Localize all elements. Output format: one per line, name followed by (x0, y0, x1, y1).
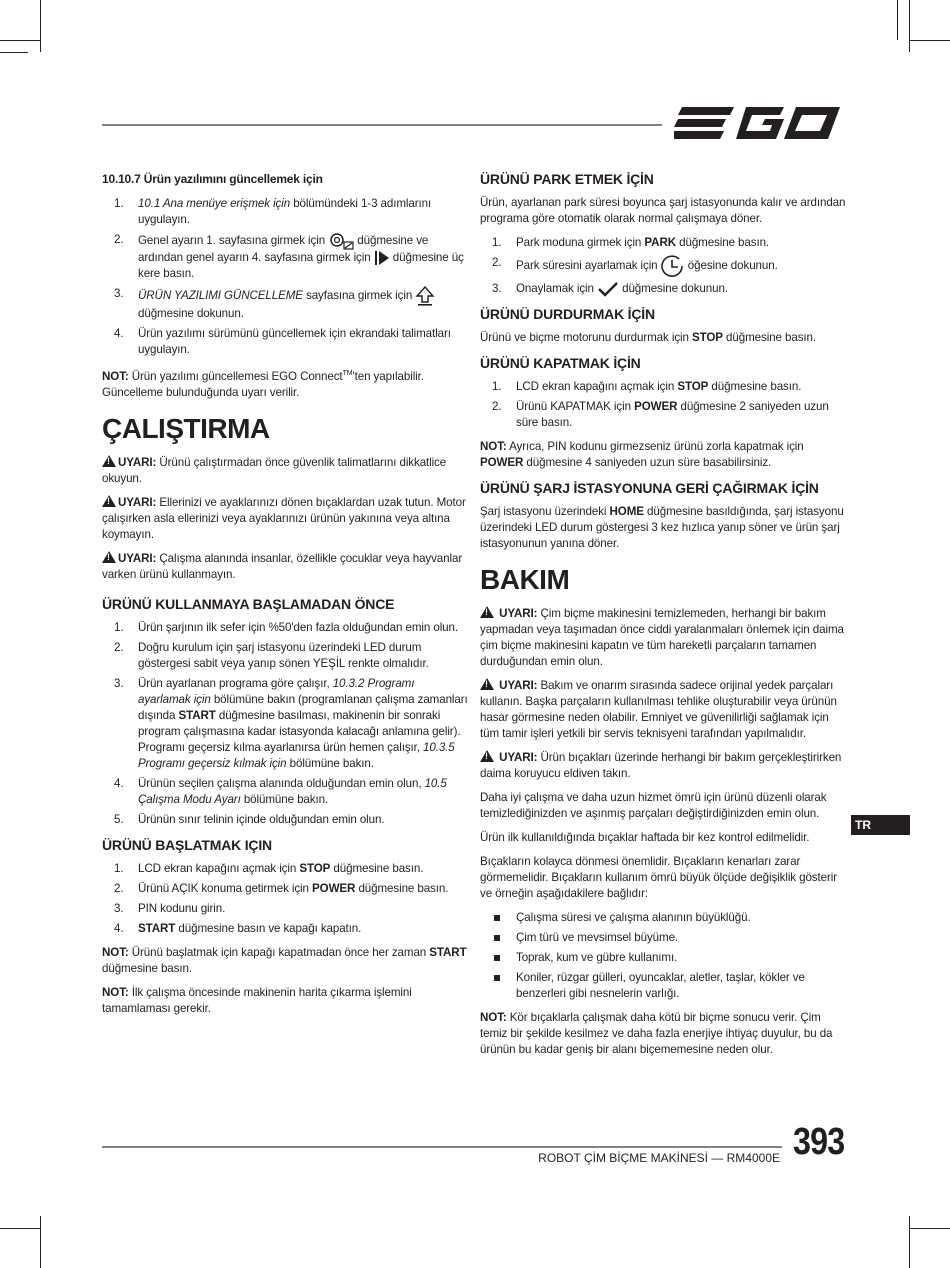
item-text: Ürünü AÇIK konuma getirmek için (138, 881, 313, 895)
note-text: Ürün yazılımı güncellemesi EGO Connect (128, 369, 343, 383)
note-label: NOT: (102, 945, 129, 959)
bullet-text: Çalışma süresi ve çalışma alanının büyüklüğü. (516, 911, 751, 925)
button-name: STOP (299, 861, 331, 875)
cross-reference: 10.3.2 Programı ayarlamak için (138, 676, 415, 706)
warning-paragraph (480, 606, 846, 670)
item-number: 5. (114, 812, 124, 826)
note-paragraph (102, 985, 468, 1017)
button-name: START (178, 708, 216, 722)
warning-label: UYARI: (499, 751, 538, 765)
item-text: LCD ekran kapağını açmak için (138, 861, 300, 875)
cross-reference: 10.3.5 Programı geçersiz kılmak için (138, 740, 455, 770)
item-text: düğmesine basın. (708, 380, 802, 394)
item-text: Onaylamak için (516, 282, 597, 296)
item-number: 3. (114, 287, 124, 301)
header-rule (102, 124, 662, 126)
note-paragraph (102, 366, 468, 401)
item-text: PIN kodunu girin. (138, 901, 226, 915)
item-text: bölümündeki 1-3 adımlarını uygulayın. (138, 197, 432, 226)
list-item (480, 281, 846, 297)
note-paragraph (102, 945, 468, 977)
paragraph-text: düğmesine basıldığında, şarj istasyonu üzerindeki LED durum göstergesi 3 kez hızlıca yanıp söner ve ürün şarj istasyonunun yanına döner. (480, 505, 844, 551)
footer-rule (102, 1146, 782, 1148)
item-text: düğmesine 2 saniyeden uzun süre basın. (516, 400, 829, 430)
stop-paragraph (480, 330, 846, 346)
list-item (102, 232, 468, 282)
item-number: 3. (114, 676, 124, 690)
note-text: Ürünü başlatmak için kapağı kapatmadan önce her zaman (128, 945, 430, 959)
button-name: HOME (609, 505, 644, 519)
bullet-square-icon (494, 935, 500, 941)
item-text: bölümüne bakın. (240, 792, 329, 806)
item-text: düğmesine basın ve kapağı kapatın. (175, 921, 362, 935)
crop-mark (0, 52, 28, 53)
button-name: POWER (480, 456, 524, 470)
item-text: düğmesine basın. (676, 236, 770, 249)
crop-mark (40, 0, 41, 52)
paragraph-text: Ürünü ve biçme motorunu durdurmak için (480, 331, 692, 345)
item-text: Ürünü KAPATMAK için (516, 400, 635, 414)
paragraph-text: düğmesine basın. (722, 331, 816, 345)
list-item (102, 620, 468, 636)
item-text: bölümüne bakın (programlanan çalışma zamanları dışında (138, 692, 468, 722)
item-text: öğesine dokunun. (684, 259, 778, 273)
button-name: PARK (644, 236, 676, 249)
item-text: Ürünün sınır telinin içinde olduğundan emin olun. (138, 812, 385, 826)
clock-icon (661, 255, 685, 277)
cross-reference: ÜRÜN YAZILIMI GÜNCELLEME (138, 289, 303, 303)
warning-label: UYARI: (499, 607, 538, 621)
note-label: NOT: (102, 369, 129, 383)
language-tab: TR (851, 815, 910, 835)
park-heading: ÜRÜNÜ PARK ETMEK İÇİN (480, 171, 654, 187)
item-number: 4. (114, 776, 124, 790)
note-label: NOT: (102, 985, 129, 999)
firmware-steps (102, 196, 468, 358)
page-number: 393 (793, 1121, 845, 1163)
list-item (102, 676, 468, 772)
crop-mark (0, 40, 40, 41)
item-number: 3. (114, 901, 124, 915)
warning-paragraph (480, 750, 846, 782)
note-text: 'ten yapılabilir. Güncelleme bulunduğunda uyarı verilir. (102, 369, 424, 399)
shutdown-steps (480, 379, 846, 431)
note-label: NOT: (480, 440, 507, 454)
list-item (480, 379, 846, 395)
park-paragraph: Ürün, ayarlanan park süresi boyunca şarj istasyonunda kalır ve ardından programa göre otomatik olarak normal çalışmaya döner. (480, 196, 846, 225)
park-steps (480, 235, 846, 297)
button-name: POWER (312, 881, 356, 895)
note-text: düğmesine 4 saniyeden uzun süre basabilirsiniz. (523, 456, 772, 470)
warning-icon (480, 750, 494, 762)
item-number: 1. (114, 861, 124, 875)
button-name: POWER (634, 400, 678, 414)
list-item (480, 255, 846, 277)
list-item (480, 399, 846, 431)
upload-arrow-icon (415, 286, 435, 306)
item-text: Genel ayarın 1. sayfasına girmek için (138, 234, 329, 248)
note-paragraph (480, 439, 846, 471)
recall-paragraph (480, 504, 846, 552)
item-number: 3. (492, 282, 502, 295)
warning-icon (102, 551, 116, 563)
recall-heading: ÜRÜNÜ ŞARJ İSTASYONUNA GERİ ÇAĞIRMAK İÇİN (480, 480, 819, 497)
crop-mark (909, 1216, 910, 1268)
item-number: 1. (114, 620, 124, 634)
note-text: Kör bıçaklarla çalışmak daha kötü bir biçme sonucu verir. Çim temiz bir şekilde kesilmez ve daha fazla enerjiye ihtiyaç duyulur, bu da ürünün bu kadar geniş bir alanı biçememesine neden olur. (480, 1011, 833, 1057)
trademark-mark: TM (342, 370, 353, 378)
stop-heading: ÜRÜNÜ DURDURMAK İÇİN (480, 306, 655, 323)
cross-reference: 10.5 Çalışma Modu Ayarı (138, 776, 447, 806)
list-item (102, 286, 468, 322)
crop-mark (0, 1228, 40, 1229)
start-product-heading: ÜRÜNÜ BAŞLATMAK IÇIN (102, 836, 272, 853)
warning-text: Ürünü çalıştırmadan önce güvenlik talimatlarını dikkatlice okuyun. (102, 455, 447, 485)
item-text: Ürün yazılımı sürümünü güncellemek için ekrandaki talimatları uygulayın. (138, 327, 451, 357)
crop-mark (910, 1228, 950, 1229)
bullet-item (480, 910, 846, 926)
item-text: sayfasına girmek için (302, 289, 416, 303)
paragraph-text: Şarj istasyonu üzerindeki (480, 505, 610, 519)
shutdown-heading: ÜRÜNÜ KAPATMAK İÇİN (480, 355, 641, 372)
item-text: düğmesine basın. (330, 861, 424, 875)
item-number: 2. (114, 640, 124, 654)
warning-icon (102, 495, 116, 507)
item-text: düğmesine basın. (355, 881, 449, 895)
before-use-heading: ÜRÜNÜ KULLANMAYA BAŞLAMADAN ÖNCE (102, 595, 395, 612)
button-name: STOP (691, 331, 723, 345)
note-paragraph (480, 1010, 846, 1058)
footer-title: ROBOT ÇİM BİÇME MAKİNESİ — RM4000E (538, 1151, 780, 1165)
warning-text: Ürün bıçakları üzerinde herhangi bir bakım gerçekleştirirken daima koruyucu eldiven takın. (480, 751, 842, 781)
list-item (102, 326, 468, 358)
warning-text: Ellerinizi ve ayaklarınızı dönen bıçaklardan uzak tutun. Motor çalışırken asla ellerinizi veya ayaklarınızı ürünün yakınına veya altına koymayın. (102, 495, 466, 541)
button-name: START (429, 945, 467, 959)
item-text: düğmesine ve ardından genel ayarın 4. sayfasına girmek için (138, 234, 429, 265)
note-text: İlk çalışma öncesinde makinenin harita çıkarma işlemini tamamlaması gerekir. (102, 985, 412, 1015)
list-item (102, 196, 468, 228)
item-text: bölümüne bakın. (286, 756, 374, 770)
warning-paragraph (102, 495, 468, 543)
warning-label: UYARI: (118, 495, 157, 509)
list-item (102, 640, 468, 672)
item-text: Ürün şarjının ilk sefer için %50'den fazla olduğundan emin olun. (138, 620, 458, 634)
warning-paragraph (102, 455, 468, 487)
warning-label: UYARI: (118, 455, 157, 469)
operation-heading: ÇALIŞTIRMA (102, 412, 270, 444)
bullet-square-icon (494, 955, 500, 961)
warning-icon (480, 678, 494, 690)
item-text: düğmesine basılması, makinenin bir sonraki program çalışmasına kadar istasyonda kalacağı anlamına gelir). Programı geçersiz kılma ayarlanırsa ürün hemen çalışır, (138, 708, 461, 754)
checkmark-icon (597, 281, 619, 297)
list-item (102, 861, 468, 877)
bullet-item (480, 970, 846, 1002)
bullet-item (480, 930, 846, 946)
bullet-square-icon (494, 915, 500, 921)
button-name: STOP (677, 380, 709, 394)
list-item (102, 901, 468, 917)
list-item (480, 235, 846, 251)
button-name: START (138, 921, 176, 935)
item-text: Park moduna girmek için (516, 236, 645, 249)
warning-text: Çalışma alanında insanlar, özellikle çocuklar veya hayvanlar varken ürünü kullanmayın. (102, 551, 463, 581)
item-number: 2. (492, 400, 502, 414)
item-number: 1. (492, 380, 502, 394)
blade-factors-list (480, 910, 846, 1002)
warning-label: UYARI: (118, 551, 157, 565)
list-item (102, 881, 468, 897)
warning-icon (102, 455, 116, 467)
firmware-update-heading: 10.10.7 Ürün yazılımını güncellemek için (102, 172, 323, 186)
item-text: LCD ekran kapağını açmak için (516, 380, 678, 394)
item-text: düğmesine üç kere basın. (138, 251, 464, 281)
item-text: Ürün ayarlanan programa göre çalışır, (138, 676, 333, 690)
item-number: 1. (114, 197, 124, 210)
cross-reference: 10.1 Ana menüye erişmek için (138, 197, 291, 210)
item-number: 4. (114, 327, 124, 341)
warning-paragraph (480, 678, 846, 742)
bullet-item (480, 950, 846, 966)
bullet-text: Çim türü ve mevsimsel büyüme. (516, 931, 679, 945)
list-item (102, 812, 468, 828)
start-steps (102, 861, 468, 937)
item-number: 2. (114, 233, 124, 246)
warning-icon (480, 606, 494, 618)
crop-mark (40, 1216, 41, 1268)
note-label: NOT: (480, 1011, 507, 1025)
next-page-icon (374, 250, 390, 266)
bullet-square-icon (494, 975, 500, 981)
crop-mark (897, 0, 898, 40)
bullet-text: Koniler, rüzgar gülleri, oyuncaklar, aletler, taşlar, kökler ve benzerleri gibi nesnelerin varlığı. (516, 971, 805, 1001)
item-text: Ürünün seçilen çalışma alanında olduğundan emin olun, (138, 776, 425, 790)
settings-icon (328, 232, 354, 250)
item-number: 1. (492, 236, 502, 249)
body-paragraph: Ürün ilk kullanıldığında bıçaklar haftada bir kez kontrol edilmelidir. (480, 831, 810, 845)
body-paragraph: Daha iyi çalışma ve daha uzun hizmet ömrü için ürünü düzenli olarak temizlediğinizden ve aşınmış parçaları değiştirdiğinizden emin olun. (480, 791, 827, 821)
note-text: düğmesine basın. (102, 961, 192, 975)
ego-logo (674, 103, 842, 143)
maintenance-heading: BAKIM (480, 564, 570, 596)
left-column (102, 170, 468, 1025)
warning-label: UYARI: (499, 679, 538, 693)
item-text: Park süresini ayarlamak için (516, 259, 661, 273)
note-text: Ayrıca, PIN kodunu girmezseniz ürünü zorla kapatmak için (506, 440, 804, 454)
body-paragraph: Bıçakların kolayca dönmesi önemlidir. Bıçakların kenarları zarar görmemelidir. Bıçakların kullanım ömrü büyük ölçüde değişiklik gösterir ve örneğin aşağıdakilere bağlıdır: (480, 855, 837, 901)
warning-text: Çim biçme makinesini temizlemeden, herhangi bir bakım yapmadan veya taşımadan önce ciddi yaralanmaları önlemek için daima çim biçme makinesini kapatın ve tüm hareketli parçaların tamamen durduğundan emin olun. (480, 607, 844, 669)
crop-mark (909, 0, 910, 52)
item-text: Doğru kurulum için şarj istasyonu üzerindeki LED durum göstergesi sabit veya yanıp sönen YEŞİL renkte olmalıdır. (138, 640, 429, 670)
crop-mark (910, 40, 950, 41)
item-text: düğmesine dokunun. (138, 307, 244, 321)
before-use-steps (102, 620, 468, 828)
list-item (102, 921, 468, 937)
warning-text: Bakım ve onarım sırasında sadece orijinal yedek parçaları kullanın. Başka parçaların kullanılması tehlike oluşturabilir veya ürünün hasar görmesine neden olabilir. Emniyet ve güvenilirliği sağlamak için tüm tamir işleri yetkili bir servis teknisyeni tarafından yapılmalıdır. (480, 679, 837, 741)
bullet-text: Toprak, kum ve gübre kullanımı. (516, 951, 678, 965)
list-item (102, 776, 468, 808)
item-number: 4. (114, 921, 124, 935)
item-text: düğmesine dokunun. (618, 282, 728, 296)
right-column (480, 170, 846, 1066)
item-number: 2. (114, 881, 124, 895)
warning-paragraph (102, 551, 468, 583)
item-number: 2. (492, 256, 502, 269)
